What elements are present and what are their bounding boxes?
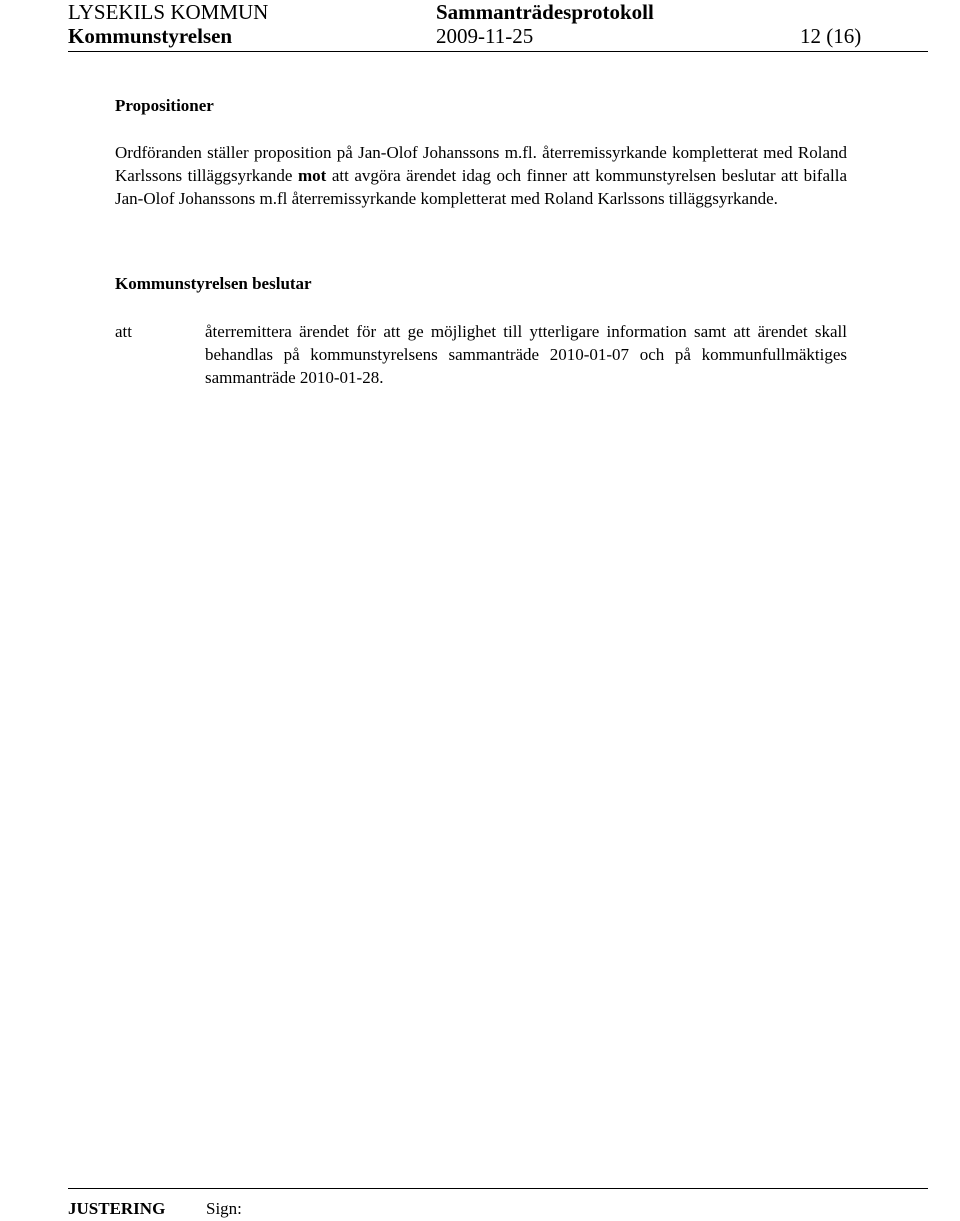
decision-lead-word: att (115, 322, 132, 341)
meeting-date: 2009-11-25 (436, 24, 534, 48)
propositions-paragraph (115, 141, 847, 210)
propositions-bold-word: mot (297, 166, 327, 185)
decision-heading: Kommunstyrelsen beslutar (115, 274, 312, 293)
justering-label: JUSTERING (68, 1199, 166, 1218)
propositions-text-start: Ordföranden ställer proposition på Jan-Olof Johanssons m.fl. återremissyrkande kompletterat med Roland Karlssons tilläggsyrkande (115, 143, 847, 185)
propositions-heading: Propositioner (115, 96, 214, 115)
organization-name: LYSEKILS KOMMUN (68, 0, 269, 24)
decision-text: återremittera ärendet för att ge möjlighet till ytterligare information samt att ärendet skall behandlas på kommunstyrelsens sammanträde 2010-01-07 och på kommunfullmäktiges sammanträde 2010-01-28. (205, 322, 847, 387)
document-type: Sammanträdesprotokoll (436, 0, 654, 24)
sign-label: Sign: (206, 1199, 242, 1218)
footer-divider (68, 1188, 928, 1189)
governing-body: Kommunstyrelsen (68, 24, 233, 48)
header-divider (68, 51, 928, 52)
propositions-text-end: att avgöra ärendet idag och finner att kommunstyrelsen beslutar att bifalla Jan-Olof Johanssons m.fl återremissyrkande kompletterat med Roland Karlssons tilläggsyrkande. (115, 166, 848, 208)
page-number: 12 (16) (800, 24, 862, 48)
